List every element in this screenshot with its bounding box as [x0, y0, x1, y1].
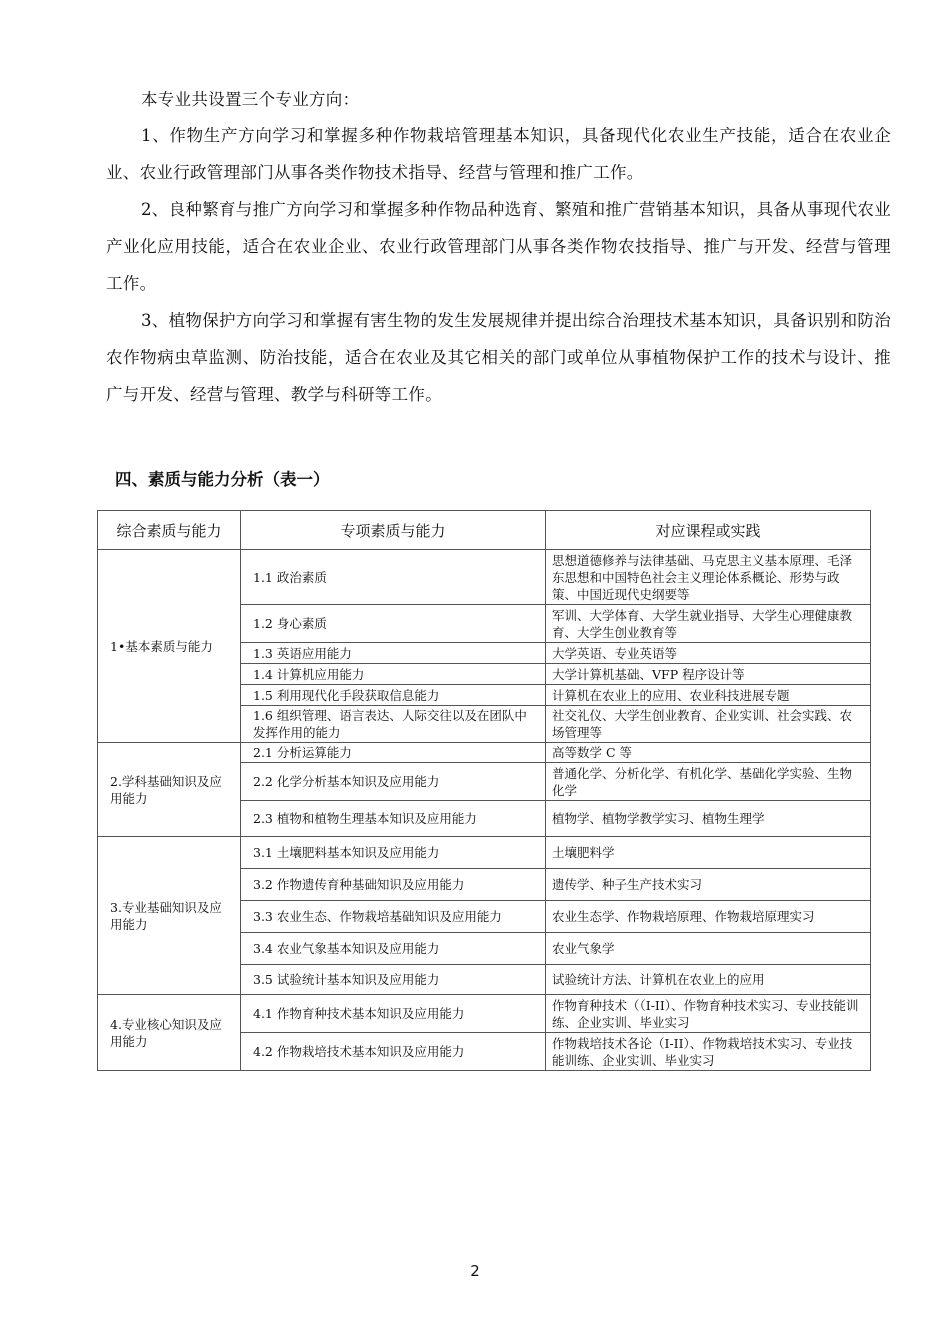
course-cell: 试验统计方法、计算机在农业上的应用	[546, 965, 871, 995]
category-cell: 3.专业基础知识及应用能力	[98, 837, 241, 995]
column-header: 对应课程或实践	[546, 511, 871, 550]
course-cell: 遗传学、种子生产技术实习	[546, 869, 871, 901]
skill-cell: 1.6 组织管理、语言表达、人际交往以及在团队中发挥作用的能力	[241, 706, 546, 743]
course-cell: 大学英语、专业英语等	[546, 643, 871, 664]
direction-paragraph-1: 1、作物生产方向学习和掌握多种作物栽培管理基本知识，具备现代化农业生产技能，适合在农业企业、农业行政管理部门从事各类作物技术指导、经营与管理和推广工作。	[106, 126, 891, 182]
skill-cell: 3.2 作物遗传育种基础知识及应用能力	[241, 869, 546, 901]
skill-cell: 3.1 土壤肥料基本知识及应用能力	[241, 837, 546, 869]
table-row	[98, 995, 871, 1033]
skill-cell: 2.2 化学分析基本知识及应用能力	[241, 763, 546, 801]
category-cell: 4.专业核心知识及应用能力	[98, 995, 241, 1071]
quality-ability-table	[97, 510, 871, 1071]
skill-cell: 4.2 作物栽培技术基本知识及应用能力	[241, 1033, 546, 1071]
skill-cell: 3.4 农业气象基本知识及应用能力	[241, 933, 546, 965]
skill-cell: 1.5 利用现代化手段获取信息能力	[241, 685, 546, 706]
table-row	[98, 550, 871, 605]
category-cell: 1•基本素质与能力	[98, 550, 241, 743]
skill-cell: 1.2 身心素质	[241, 605, 546, 643]
course-cell: 植物学、植物学教学实习、植物生理学	[546, 801, 871, 837]
intro-paragraph: 本专业共设置三个专业方向：	[141, 90, 360, 109]
skill-cell: 1.1 政治素质	[241, 550, 546, 605]
direction-paragraph-2: 2、良种繁育与推广方向学习和掌握多种作物品种选育、繁殖和推广营销基本知识，具备从事现代农业产业化应用技能，适合在农业企业、农业行政管理部门从事各类作物农技指导、推广与开发、经营与管理工作。	[106, 200, 891, 293]
course-cell: 农业生态学、作物栽培原理、作物栽培原理实习	[546, 901, 871, 933]
table-row	[98, 743, 871, 763]
course-cell: 普通化学、分析化学、有机化学、基础化学实验、生物化学	[546, 763, 871, 801]
course-cell: 思想道德修养与法律基础、马克思主义基本原理、毛泽东思想和中国特色社会主义理论体系概论、形势与政策、中国近现代史纲要等	[546, 550, 871, 605]
course-cell: 社交礼仪、大学生创业教育、企业实训、社会实践、农场管理等	[546, 706, 871, 743]
direction-paragraph-3: 3、植物保护方向学习和掌握有害生物的发生发展规律并提出综合治理技术基本知识，具备识别和防治农作物病虫草监测、防治技能，适合在农业及其它相关的部门或单位从事植物保护工作的技术与设计、推广与开发、经营与管理、教学与科研等工作。	[106, 311, 891, 404]
course-cell: 军训、大学体育、大学生就业指导、大学生心理健康教育、大学生创业教育等	[546, 605, 871, 643]
skill-cell: 3.5 试验统计基本知识及应用能力	[241, 965, 546, 995]
course-cell: 作物育种技术（（I-II）、作物育种技术实习、专业技能训练、企业实训、毕业实习	[546, 995, 871, 1033]
course-cell: 作物栽培技术各论（I-II）、作物栽培技术实习、专业技能训练、企业实训、毕业实习	[546, 1033, 871, 1071]
skill-cell: 3.3 农业生态、作物栽培基础知识及应用能力	[241, 901, 546, 933]
skill-cell: 4.1 作物育种技术基本知识及应用能力	[241, 995, 546, 1033]
course-cell: 农业气象学	[546, 933, 871, 965]
course-cell: 计算机在农业上的应用、农业科技进展专题	[546, 685, 871, 706]
category-cell: 2.学科基础知识及应用能力	[98, 743, 241, 837]
column-header: 综合素质与能力	[98, 511, 241, 550]
page-number: 2	[470, 1262, 480, 1280]
table-header-row	[98, 511, 871, 550]
skill-cell: 2.1 分析运算能力	[241, 743, 546, 763]
column-header: 专项素质与能力	[241, 511, 546, 550]
course-cell: 大学计算机基础、VFP 程序设计等	[546, 664, 871, 685]
section-heading: 四、素质与能力分析（表一）	[115, 470, 330, 489]
course-cell: 土壤肥料学	[546, 837, 871, 869]
skill-cell: 1.4 计算机应用能力	[241, 664, 546, 685]
course-cell: 高等数学 C 等	[546, 743, 871, 763]
table-row	[98, 837, 871, 869]
skill-cell: 2.3 植物和植物生理基本知识及应用能力	[241, 801, 546, 837]
skill-cell: 1.3 英语应用能力	[241, 643, 546, 664]
